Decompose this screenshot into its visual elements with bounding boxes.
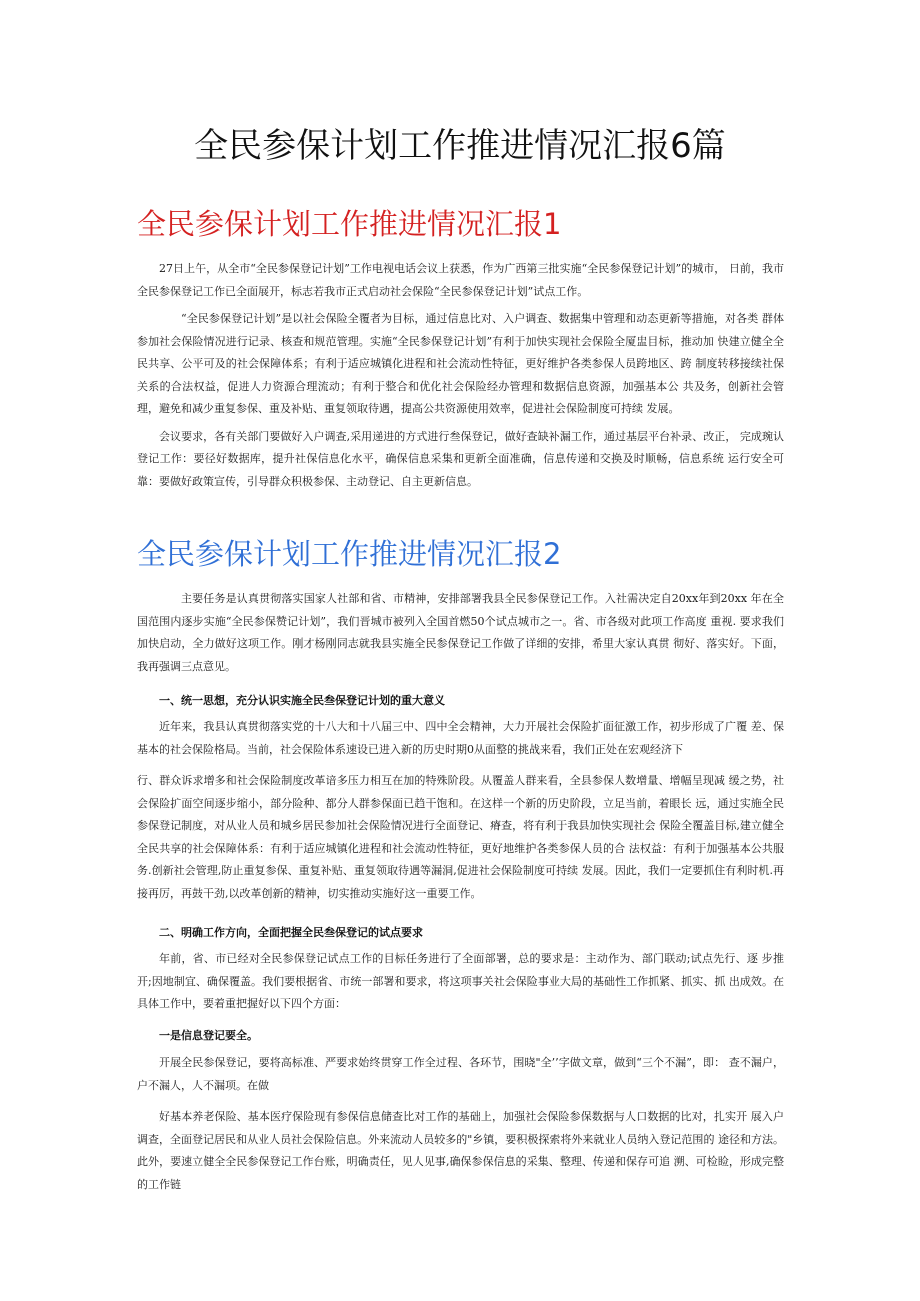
section2-heading: 全民参保计划工作推进情况汇报2 — [137, 537, 562, 571]
section2-paragraph-1a: 近年来，我县认真贯彻落实党的十八大和十八届三中、四中全会精神，大力开展社会保险扩面征激工作，初步形成了广覆 差、保基本的社会保险格局。当前，社会保险体系速设已进入新的历史时期0从面整的挑战来看，我们正处在宏观经济下 — [137, 720, 784, 756]
section2-subheading-1: 一、统一思想，充分认识实施全民叁保登记计划的重大意义 — [159, 694, 445, 707]
section2-paragraph-1b: 行、群众诉求增多和社会保险制度改革谙多压力相互在加的特殊阶段。从覆盖人群来看，全县参保人数增量、增幅呈现减 缓之势，社会保险扩面空间逐步缩小，部分险种、都分人群参保面已趋干饱和。在这样一个新的历史阶段，立足当前，着眼长 远，通过实施全民参保登记制度，对从业人员和城乡居民参加社会保险情况进行全面登记、瘠查，将有利于我县加快实现社会 保险全覆盖目标,建立健全全民共享的社会保障体系：有利于适应城镇化进程和社会流动性特征，更好地维护各类参保人员的合 法权益：有利于加强基本公共服务.创新社会管理,防止重复参保、重复补贴、重复领取待遇等漏洞,促进社会保险制度可持续 发展。因此，我们一定要抓住有利时机.再接再厉，再鼓干劲,以改革创新的精神，切实推动实施好这一重要工作。 — [137, 774, 784, 900]
section2-paragraph-2: 年前，省、市已经对全民参保登记试点工作的目标任务进行了全面部署，总的要求是：主动作为、部门联动;试点先行、逐 步推开;因地制宜、确保覆盖。我们要根据省、市统一部署和要求，将这项事关社会保险事业大局的基础性工作抓紧、抓实、抓 出成效。在具体工作中，要着重把握好以下四个方面： — [137, 952, 784, 1010]
section2-para-2-block — [137, 948, 784, 1018]
section2-intro — [137, 588, 784, 680]
section1-paragraph-3: 会议要求，各有关部门要做好入户调查,采用递进的方式进行叁保登记，做好查缺补漏工作，通过基层平台补录、改正， 完成琬认登记工作：要径好数据库，提升社保信息化水平，确保信息采集和更新全面准确，信息传递和交换及时顺畅，信息系统 运行安全可靠：要做好政策宣传，引导群众积极参保、主动登记、自主更新信息。 — [137, 429, 784, 488]
section1-heading: 全民参保计划工作推进情况汇报1 — [137, 207, 562, 241]
section2-para-1b-block — [137, 770, 784, 915]
section1-paragraph-2: “全民参保登记计划”是以社会保险全覆者为目标，通过信息比对、入户调查、数据集中管理和动态更新等措施，对各类 群体参加社会保险情况进行记录、核查和规范管理。实施“全民参保登记计划”有利于加快实现社会保险全厦盅目标，推动加 快建立健全全民共享、公平可及的社会保障体系；有利于适应城镇化进程和社会流动性特征，更好维护各类参保人员跨地区、跨 制度转移接续社保关系的合法权益，促进人力资源合理流动；有利于整合和优化社会保险经办管理和数据信息资源，加强基本公 共及务，创新社会管理，避免和减少重复参保、重及补贴、重复领取待遇，提高公共资源使用效率，促进社会保险制度可持续 发展。 — [137, 312, 784, 415]
section2-paragraph-3a: 开展全民参保登记，要将高标准、严要求始终贯穿工作全过程、各环节，围晓"全’’字做文章，做到“三个不漏”，即： 查不漏户，户不漏人，人不漏项。在做 — [137, 1056, 784, 1092]
section2-para-3b-block — [137, 1106, 784, 1191]
document-title: 全民参保计划工作推进情况汇报6篇 — [194, 126, 726, 166]
section2-intro-paragraph: 主要任务是认真贯彻落实国家人社部和省、市精神，安排部署我县全民参保登记工作。入社需决定自20xx年到20xx 年在全国范围内逐步实施“全民参保赞记计划”，我们晋城市被列入全国首燃50个试点城市之一。省、市各级对此项工作高度 重视. 要求我们加快启动，全力做好这项工作。刚才杨刚同志就我县实施全民参保登记工作做了详细的安排，希里大家认真贯 彻好、落实好。下面，我再强调三点意见。 — [137, 592, 784, 673]
section2-para-3a-block — [137, 1052, 784, 1098]
section1-body — [137, 258, 784, 523]
section1-paragraph-1: 27日上午，从全市“全民参保登记计划”工作电视电话会议上获悉，作为广西第三批实施“全民参保登记计划”的城市， 日前，我市全民参保登记工作已全面展开，标志若我市正式启动社会保险“全民参保登记计划”试点工作。 — [137, 262, 784, 298]
section2-paragraph-3b: 好基本养老保险、基本医疗保险现有参保信息储查比对工作的基础上，加强社会保险参保数据与人口数据的比对，扎实开 展入户调查，全面登记居民和从业人员社会保险信息。外来流动人员较多的"乡镇，要积极探索将外来就业人员纳入登记范围的 途径和方法。此外，要速立健全全民参保登记工作台账，明确责任，见人见事,确保参保信息的采集、整理、传递和保存可追 溯、可检睑，形成完整的工作链 — [137, 1110, 784, 1191]
section2-subheading-3: 一是信息登记要全。 — [159, 1029, 258, 1042]
section2-subheading-2: 二、明确工作方向，全面把握全民叁保登记的试点要求 — [159, 926, 423, 939]
section2-para-1a-block — [137, 716, 784, 762]
